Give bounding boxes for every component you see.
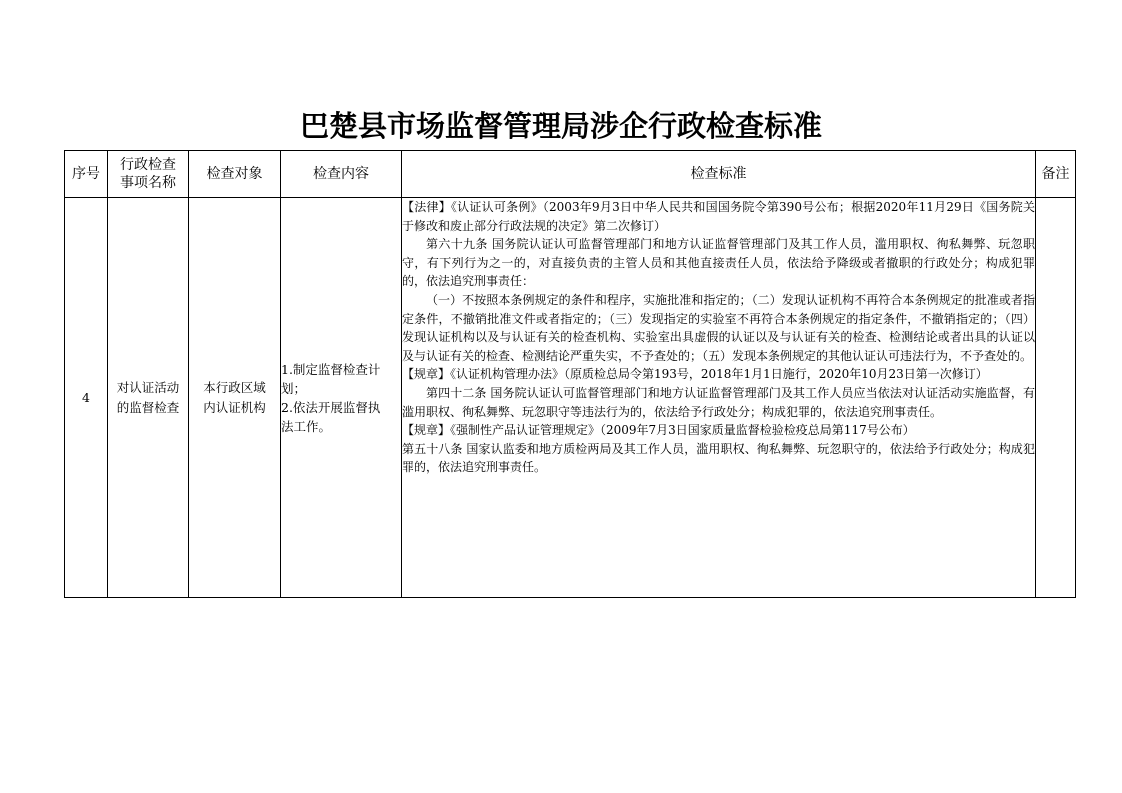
cell-item-name-line2: 的监督检查 — [116, 399, 180, 415]
standard-article-58: 第五十八条 国家认监委和地方质检两局及其工作人员，滥用职权、徇私舞弊、玩忽职守的，依法给予行政处分；构成犯罪的，依法追究刑事责任。 — [402, 441, 1035, 475]
standard-regulation-citation-1: 【规章】《认证机构管理办法》（原质检总局令第193号，2018年1月1日施行，2020年10月23日第一次修订） — [402, 367, 988, 382]
cell-content — [281, 198, 402, 598]
cell-item-name — [108, 198, 189, 598]
header-remark: 备注 — [1036, 151, 1076, 198]
header-content: 检查内容 — [281, 151, 402, 198]
header-standard: 检查标准 — [402, 151, 1036, 198]
cell-remark — [1036, 198, 1076, 598]
header-item-name — [108, 151, 189, 198]
cell-standard — [402, 198, 1036, 598]
standard-article-42: 第四十二条 国务院认证认可监督管理部门和地方认证监督管理部门及其工作人员应当依法对认证活动实施监督，有滥用职权、徇私舞弊、玩忽职守等违法行为的，依法给予行政处分；构成犯罪的，依法追究刑事责任。 — [402, 385, 1035, 419]
cell-seq: 4 — [65, 198, 108, 598]
cell-item-name-line1: 对认证活动 — [116, 379, 180, 395]
cell-object-line2: 内认证机构 — [203, 399, 266, 415]
cell-content-line1: 1.制定监督检查计 — [281, 361, 381, 377]
standard-regulation-citation-2: 【规章】《强制性产品认证管理规定》（2009年7月3日国家质量监督检验检疫总局第117号公布） — [402, 423, 915, 438]
inspection-standards-table — [64, 150, 1076, 598]
cell-content-line3: 2.依法开展监督执 — [281, 399, 381, 415]
standard-article-69-items: （一）不按照本条例规定的条件和程序，实施批准和指定的；（二）发现认证机构不再符合本条例规定的批准或者指定条件，不撤销批准文件或者指定的；（三）发现指定的实验室不再符合本条例规定的指定条件，不撤销指定的；（四）发现认证机构以及与认证有关的检查机构、实验室出具虚假的认证以及与认证有关的检查、检测结论或者出具的认证以及与认证有关的检查、检测结论严重失实，不予查处的；（五）发现本条例规定的其他认证认可违法行为，不予查处的。 — [402, 292, 1035, 363]
header-item-name-line1: 行政检查 — [120, 157, 176, 173]
header-item-name-line2: 事项名称 — [120, 175, 176, 191]
table-header-row — [65, 151, 1076, 198]
standard-article-69: 第六十九条 国务院认证认可监督管理部门和地方认证监督管理部门及其工作人员，滥用职权、徇私舞弊、玩忽职守，有下列行为之一的，对直接负责的主管人员和其他直接责任人员，依法给予降级或者撤职的行政处分；构成犯罪的，依法追究刑事责任： — [402, 237, 1035, 289]
cell-object-line1: 本行政区域 — [203, 379, 266, 395]
header-seq: 序号 — [65, 151, 108, 198]
table-row — [65, 198, 1076, 598]
standard-law-citation: 【法律】《认证认可条例》（2003年9月3日中华人民共和国国务院令第390号公布；根据2020年11月29日《国务院关于修改和废止部分行政法规的决定》第二次修订） — [402, 200, 1035, 233]
header-object: 检查对象 — [189, 151, 281, 198]
document-title: 巴楚县市场监督管理局涉企行政检查标准 — [299, 109, 822, 143]
cell-content-line4: 法工作。 — [281, 418, 332, 434]
cell-object — [189, 198, 281, 598]
cell-content-line2: 划； — [281, 380, 307, 396]
